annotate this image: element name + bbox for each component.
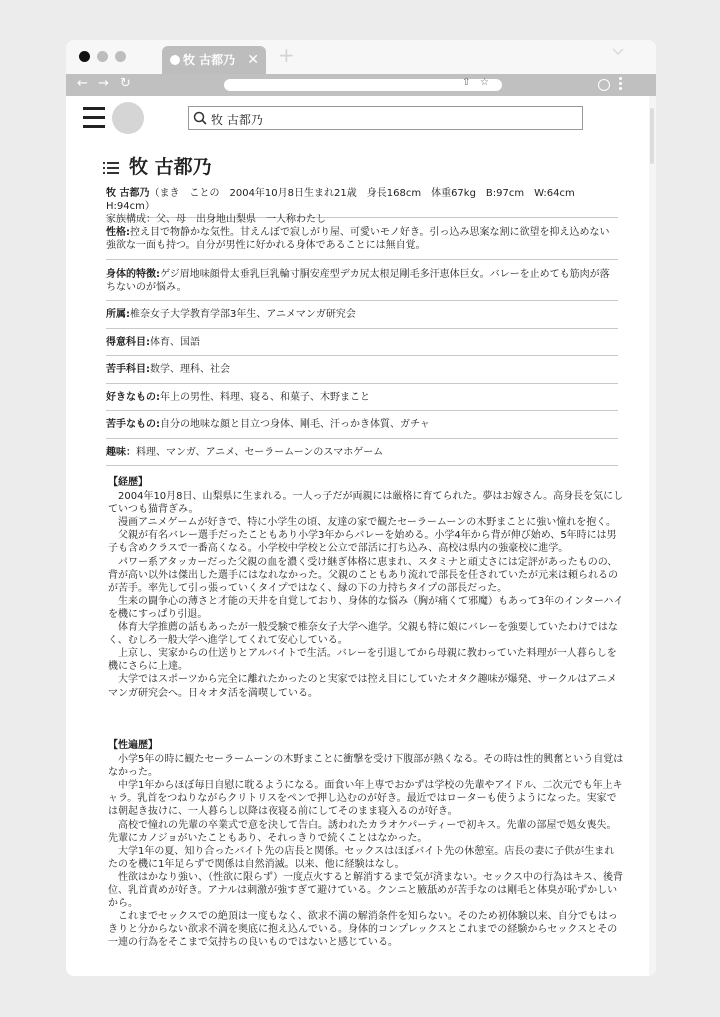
row-text: 料理、マンガ、アニメ、セーラームーンのスマホゲーム xyxy=(136,447,384,458)
history-paragraph: 2004年10月8日、山梨県に生まれる。一人っ子だが両親には厳格に育てられた。夢はお嫁さん。高身長を気にしていつも猫背ぎみ。 xyxy=(108,491,624,516)
row-text: 年上の男性、料理、寝る、和菓子、木野まこと xyxy=(160,392,370,403)
sexual-history-heading: 【性遍歴】 xyxy=(108,740,158,751)
close-window-dot[interactable] xyxy=(79,51,90,62)
sexual-history-paragraph: 中学1年からほぼ毎日自慰に耽るようになる。面食い年上専でおかずは学校の先輩やアイドル、二次元でも年上キャラ。乳首をつねりながらクリトリスをペンで押し込むのが好き。最近ではローターも使うようになった。実家では朝起き抜けに、一人暮らし以降は夜寝る前にしてそのまま寝入るのが好き。 xyxy=(108,780,623,818)
active-tab[interactable] xyxy=(162,46,266,74)
minimize-window-dot[interactable] xyxy=(97,51,108,62)
profile-row xyxy=(106,260,618,301)
row-label: 身体的特徴: xyxy=(106,269,160,280)
browser-window xyxy=(66,40,656,976)
row-text: ゲジ眉地味顔骨太垂乳巨乳輪寸胴安産型デカ尻太根足剛毛多汗恵体巨女。バレーを止めても筋肉が落ちないのが悩み。 xyxy=(106,269,610,293)
profile-row xyxy=(106,384,618,411)
tab-list-chevron-icon[interactable] xyxy=(612,46,624,58)
new-tab-icon[interactable]: + xyxy=(278,43,295,67)
reload-icon[interactable]: ↻ xyxy=(120,76,131,91)
scrollbar[interactable] xyxy=(649,96,656,976)
hamburger-menu-icon[interactable] xyxy=(83,107,105,129)
back-arrow-icon[interactable]: ← xyxy=(77,76,88,91)
sexual-history-paragraph: 小学5年の時に観たセーラームーンの木野まことに衝撃を受け下腹部が熱くなる。その時は性的興奮という自覚はなかった。 xyxy=(108,754,624,779)
history-paragraph: 体育大学推薦の話もあったが一般受験で椎奈女子大学へ進学。父親も特に娘にバレーを強要していたわけではなく、むしろ一般大学へ進学してくれて安心している。 xyxy=(108,622,618,647)
share-icon[interactable]: ⇧ xyxy=(462,77,471,88)
scrollbar-thumb[interactable] xyxy=(650,108,654,164)
sexual-history-paragraph: 大学1年の夏、知り合ったバイト先の店長と関係。セックスはほぼバイト先の休憩室。店長の妻に子供が生まれたのを機に1年足らずで関係は自然消滅。以来、他に経験はなし。 xyxy=(108,845,615,870)
row-text: 体育、国語 xyxy=(150,337,200,348)
browser-menu-icon[interactable] xyxy=(619,77,622,93)
profile-table xyxy=(106,182,618,466)
history-paragraph: 大学ではスポーツから完全に離れたかったのと実家では控え目にしていたオタク趣味が爆発、サークルはアニメマンガ研究会へ。日々オタ活を満喫している。 xyxy=(108,674,617,699)
row-text: 自分の地味な顔と目立つ身体、剛毛、汗っかき体質、ガチャ xyxy=(160,419,430,430)
history-section xyxy=(108,476,624,700)
history-paragraph: 上京し、実家からの仕送りとアルバイトで生活。バレーを引退してから母親に教わっていた料理が一人暮らしを機にさらに上達。 xyxy=(108,648,617,673)
family-text: 家族構成：父、母 出身地山梨県 一人称わたし xyxy=(106,214,326,225)
row-label: 得意科目: xyxy=(106,337,150,348)
list-icon xyxy=(103,161,119,175)
tab-close-icon[interactable]: ✕ xyxy=(247,52,259,68)
search-input[interactable] xyxy=(188,106,583,130)
row-text: 数学、理科、社会 xyxy=(150,364,230,375)
row-label: 好きなもの: xyxy=(106,392,160,403)
row-label: 性格: xyxy=(106,227,130,238)
search-query: 牧 古都乃 xyxy=(211,113,263,127)
row-label: 所属: xyxy=(106,309,130,320)
row-text: 控え目で物静かな気性。甘えんぼで寂しがり屋、可愛いモノ好き。引っ込み思案な割に欲望を抑え込めない強欲な一面も持つ。自分が男性に好かれる身体であることには無自覚。 xyxy=(106,227,610,251)
history-paragraph: 生来の闘争心の薄さと才能の天井を自覚しており、身体的な悩み（胸が痛くて邪魔）もあって3年のインターハイを機にすっぱり引退。 xyxy=(108,595,624,620)
profile-row xyxy=(106,329,618,356)
browser-toolbar xyxy=(66,74,656,96)
summary-label: 牧 古都乃 xyxy=(106,188,150,199)
sexual-history-paragraph: 高校で憧れの先輩の卒業式で意を決して告白。誘われたカラオケパーティーで初キス。先輩の部屋で処女喪失。先輩にカノジョがいたこともあり、それっきりで続くことはなかった。 xyxy=(108,819,617,844)
profile-row xyxy=(106,356,618,384)
row-text: 椎奈女子大学教育学部3年生、アニメマンガ研究会 xyxy=(130,309,356,320)
history-paragraph: 父親が有名バレー選手だったこともあり小学3年からバレーを始める。小学4年から背が伸び始め、5年時には男子も含めクラスで一番高くなる。小学校中学校と公立で部活に打ち込み、高校は県内の強豪校に進学。 xyxy=(108,530,617,555)
sexual-history-section xyxy=(108,739,624,950)
row-label: 苦手なもの: xyxy=(106,419,160,430)
avatar[interactable] xyxy=(112,102,144,134)
tab-bar xyxy=(66,40,656,74)
tab-title: 牧 古都乃 xyxy=(183,53,236,67)
profile-row xyxy=(106,439,618,466)
search-icon xyxy=(193,111,207,125)
forward-arrow-icon[interactable]: → xyxy=(98,76,109,91)
favicon-icon xyxy=(170,55,180,65)
page-title: 牧 古都乃 xyxy=(129,156,212,178)
row-label: 苦手科目: xyxy=(106,364,150,375)
bookmark-star-icon[interactable]: ☆ xyxy=(480,77,489,88)
summary-text: （まき ことの 2004年10月8日生まれ21歳 身長168cm 体重67kg B:97cm W:64cm H:94cm） xyxy=(106,188,585,212)
profile-row xyxy=(106,301,618,329)
address-bar[interactable] xyxy=(224,79,502,91)
row-label: 趣味： xyxy=(106,447,136,458)
extension-icon[interactable] xyxy=(598,79,610,91)
maximize-window-dot[interactable] xyxy=(115,51,126,62)
history-paragraph: 漫画アニメゲームが好きで、特に小学生の頃、友達の家で観たセーラームーンの木野まことに強い憧れを抱く。 xyxy=(118,517,616,529)
sexual-history-paragraph: これまでセックスでの絶頂は一度もなく、欲求不満の解消条件を知らない。そのため初体験以来、自分でもはっきりと分からない欲求不満を奥底に抱え込んでいる。身体的コンプレックスとこれまでの経験からセックスとその一連の行為をそこまで気持ちの良いものではないと感じている。 xyxy=(108,911,618,949)
profile-summary-row xyxy=(106,182,618,225)
profile-row xyxy=(106,411,618,439)
sexual-history-paragraph: 性欲はかなり強い、（性欲に限らず）一度点火すると解消するまで気が済まない。セックス中の行為はキス、後背位、乳首責めが好き。アナルは刺激が強すぎて避けている。クンニと腋舐めが苦手なのは剛毛と体臭が恥ずかしいから。 xyxy=(108,871,623,910)
history-heading: 【経歴】 xyxy=(108,477,148,488)
history-paragraph: パワー系アタッカーだった父親の血を濃く受け継ぎ体格に恵まれ、スタミナと頑丈さには定評があったものの、背が高い以外は傑出した選手にはなれなかった。父親のこともあり流れで部長を任されていたが元来は頼られるのが苦手。率先して引っ張っていくタイプではなく、縁の下の力持ちタイプの部長だった。 xyxy=(108,556,618,594)
